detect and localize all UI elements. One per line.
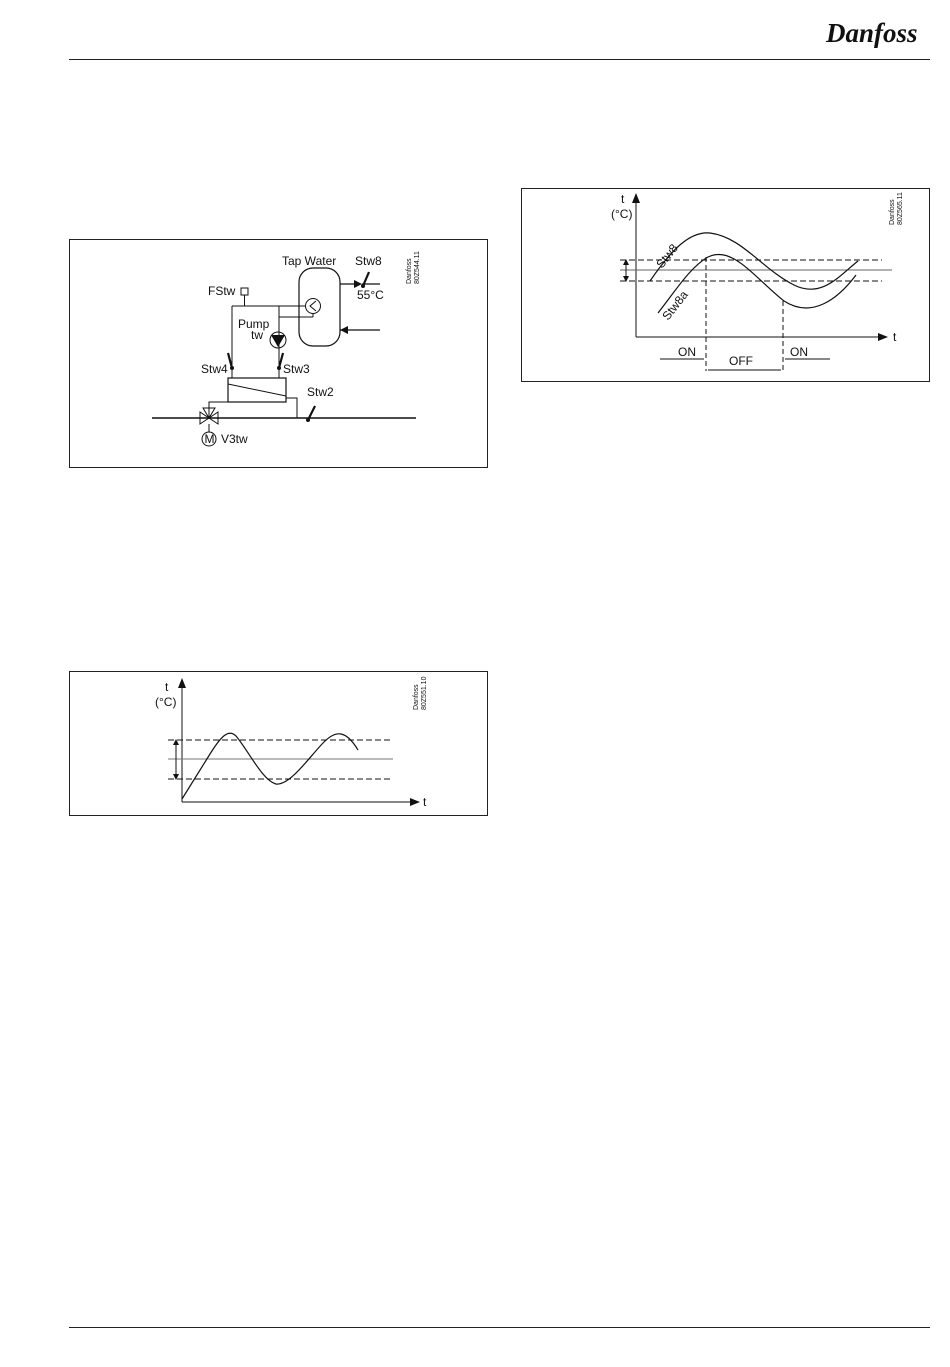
danfoss-logo [824, 12, 924, 52]
y-axis-arrow [178, 678, 186, 688]
y-axis-label: t [621, 192, 625, 206]
header-rule [69, 59, 930, 60]
y-axis-label: t [165, 680, 169, 694]
y-axis-arrow [632, 193, 640, 203]
stw8-label: Stw8 [355, 254, 382, 268]
state-off: OFF [729, 354, 753, 368]
inlet-arrow [340, 326, 348, 334]
motor-label: M [204, 432, 215, 446]
stw4-label: Stw4 [201, 362, 228, 376]
state-on-1: ON [678, 345, 696, 359]
temp-label: 55°C [357, 288, 384, 302]
tap-water-diagram [69, 239, 488, 468]
chart2-code-line-1: Danfoss [889, 199, 896, 225]
figure-code-line-1: Danfoss [406, 258, 413, 284]
stw3-label: Stw3 [283, 362, 310, 376]
onoff-chart [521, 188, 930, 382]
chart2-code-line-2: 80Z565.11 [897, 192, 904, 225]
chart3-code-line-2: 80Z551.10 [421, 676, 428, 710]
hysteresis-chart [69, 671, 488, 816]
x-axis-arrow [410, 798, 420, 806]
stw4-sensor [228, 353, 232, 368]
stw8a-curve [658, 254, 856, 313]
x-axis-arrow [878, 333, 888, 341]
footer-rule [69, 1327, 930, 1328]
curve-label-stw8a: Stw8a [659, 287, 691, 323]
temperature-curve [182, 733, 358, 799]
chart3-code-line-1: Danfoss [413, 684, 420, 710]
fstw-sensor [241, 288, 248, 295]
fstw-label: FStw [208, 284, 236, 298]
stw8-curve [650, 233, 858, 289]
curve-label-stw8: Stw8 [653, 241, 681, 271]
tap-water-label: Tap Water [282, 254, 337, 268]
state-on-2: ON [790, 345, 808, 359]
pump-sub-label: tw [251, 328, 263, 342]
x-axis-label: t [893, 330, 897, 344]
brand-wordmark: Danfoss [826, 18, 918, 48]
hysteresis-chart-svg [70, 672, 487, 815]
y-axis-unit: (°C) [155, 695, 177, 709]
valve-label: V3tw [221, 432, 248, 446]
x-axis-label: t [423, 795, 427, 809]
figure-code-line-2: 80Z544.11 [414, 251, 421, 284]
onoff-chart-svg [522, 189, 929, 381]
tap-water-diagram-svg [70, 240, 487, 467]
pump-label: Pump [238, 317, 270, 331]
y-axis-unit: (°C) [611, 207, 633, 221]
outlet-arrow [354, 280, 362, 288]
stw2-label: Stw2 [307, 385, 334, 399]
coil-symbol [306, 299, 321, 314]
